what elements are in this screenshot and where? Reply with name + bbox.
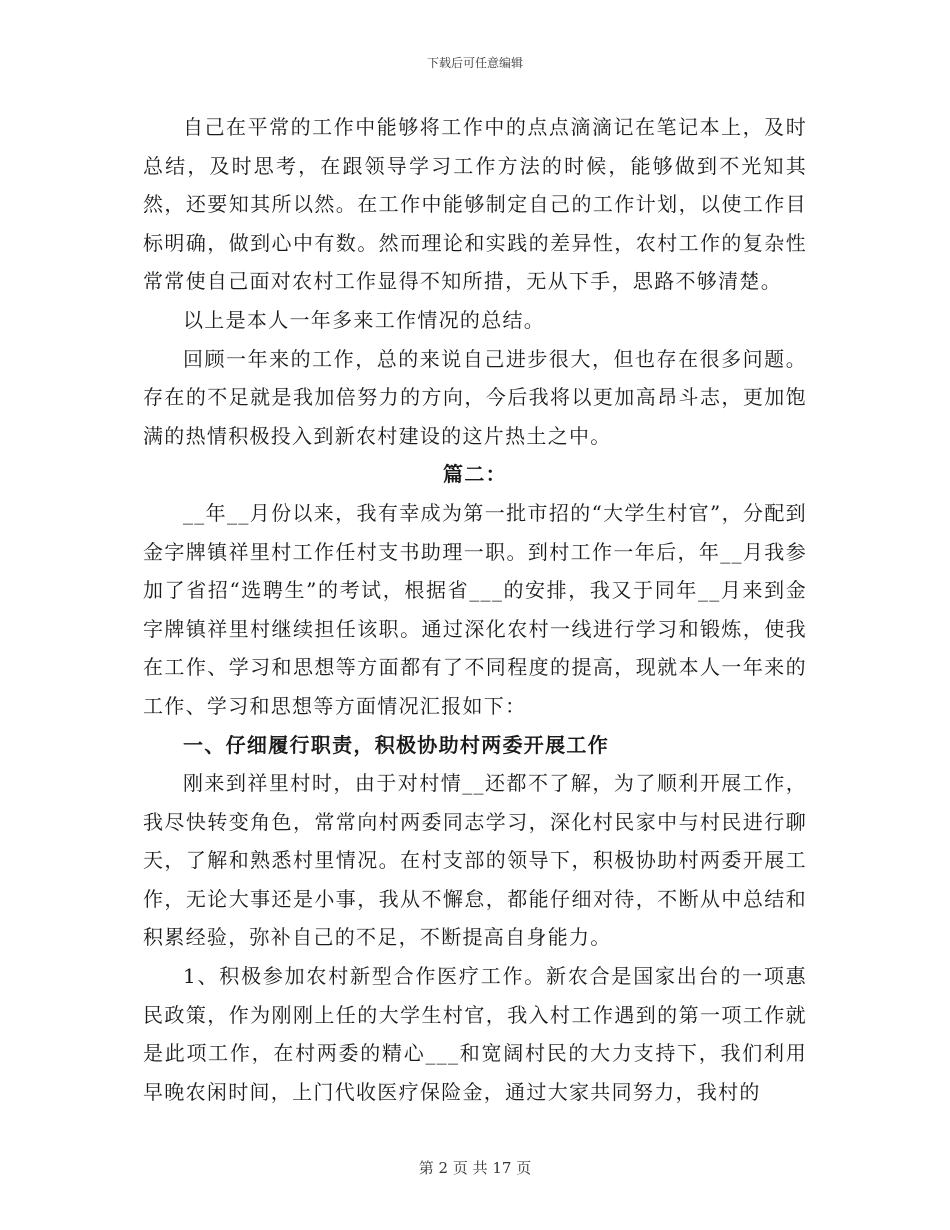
page-header: 下载后可任意编辑 xyxy=(426,56,523,70)
paragraph-review: 回顾一年来的工作，总的来说自己进步很大，但也存在很多问题。存在的不足就是我加倍努力的方向，今后我将以更加高昂斗志，更加饱满的热情积极投入到新农村建设的这片热土之中。 xyxy=(143,346,807,448)
paragraph-introduction: __年__月份以来，我有幸成为第一批市招的“大学生村官”，分配到金字牌镇祥里村工作任村支书助理一职。到村工作一年后，年__月我参加了省招“选聘生”的考试，根据省___的安排，我又于同年__月来到金字牌镇祥里村继续担任该职。通过深化农村一线进行学习和锻炼，使我在工作、学习和思想等方面都有了不同程度的提高，现就本人一年来的工作、学习和思想等方面情况汇报如下： xyxy=(143,500,807,718)
heading-duties: 一、仔细履行职责，积极协助村两委开展工作 xyxy=(183,732,609,757)
section-title: 篇二： xyxy=(443,462,507,487)
page-number: 第 2 页 共 17 页 xyxy=(418,1159,532,1177)
paragraph-arrival: 刚来到祥里村时，由于对村情__还都不了解，为了顺利开展工作，我尽快转变角色，常常向村两委同志学习，深化村民家中与村民进行聊天，了解和熟悉村里情况。在村支部的领导下，积极协助村两委开展工作，无论大事还是小事，我从不懈怠，都能仔细对待，不断从中总结和积累经验，弥补自己的不足，不断提高自身能力。 xyxy=(143,771,807,950)
paragraph-work-habits: 自己在平常的工作中能够将工作中的点点滴滴记在笔记本上，及时总结，及时思考，在跟领导学习工作方法的时候，能够做到不光知其然，还要知其所以然。在工作中能够制定自己的工作计划，以使工作目标明确，做到心中有数。然而理论和实践的差异性，农村工作的复杂性常常使自己面对农村工作显得不知所措，无从下手，思路不够清楚。 xyxy=(143,115,807,294)
paragraph-medical-insurance: 1、积极参加农村新型合作医疗工作。新农合是国家出台的一项惠民政策，作为刚刚上任的大学生村官，我入村工作遇到的第一项工作就是此项工作，在村两委的精心___和宽阔村民的大力支持下，我们利用早晚农闲时间，上门代收医疗保险金，通过大家共同努力，我村的 xyxy=(143,964,807,1104)
document-body xyxy=(143,108,807,1111)
paragraph-summary-line: 以上是本人一年多来工作情况的总结。 xyxy=(183,307,546,332)
